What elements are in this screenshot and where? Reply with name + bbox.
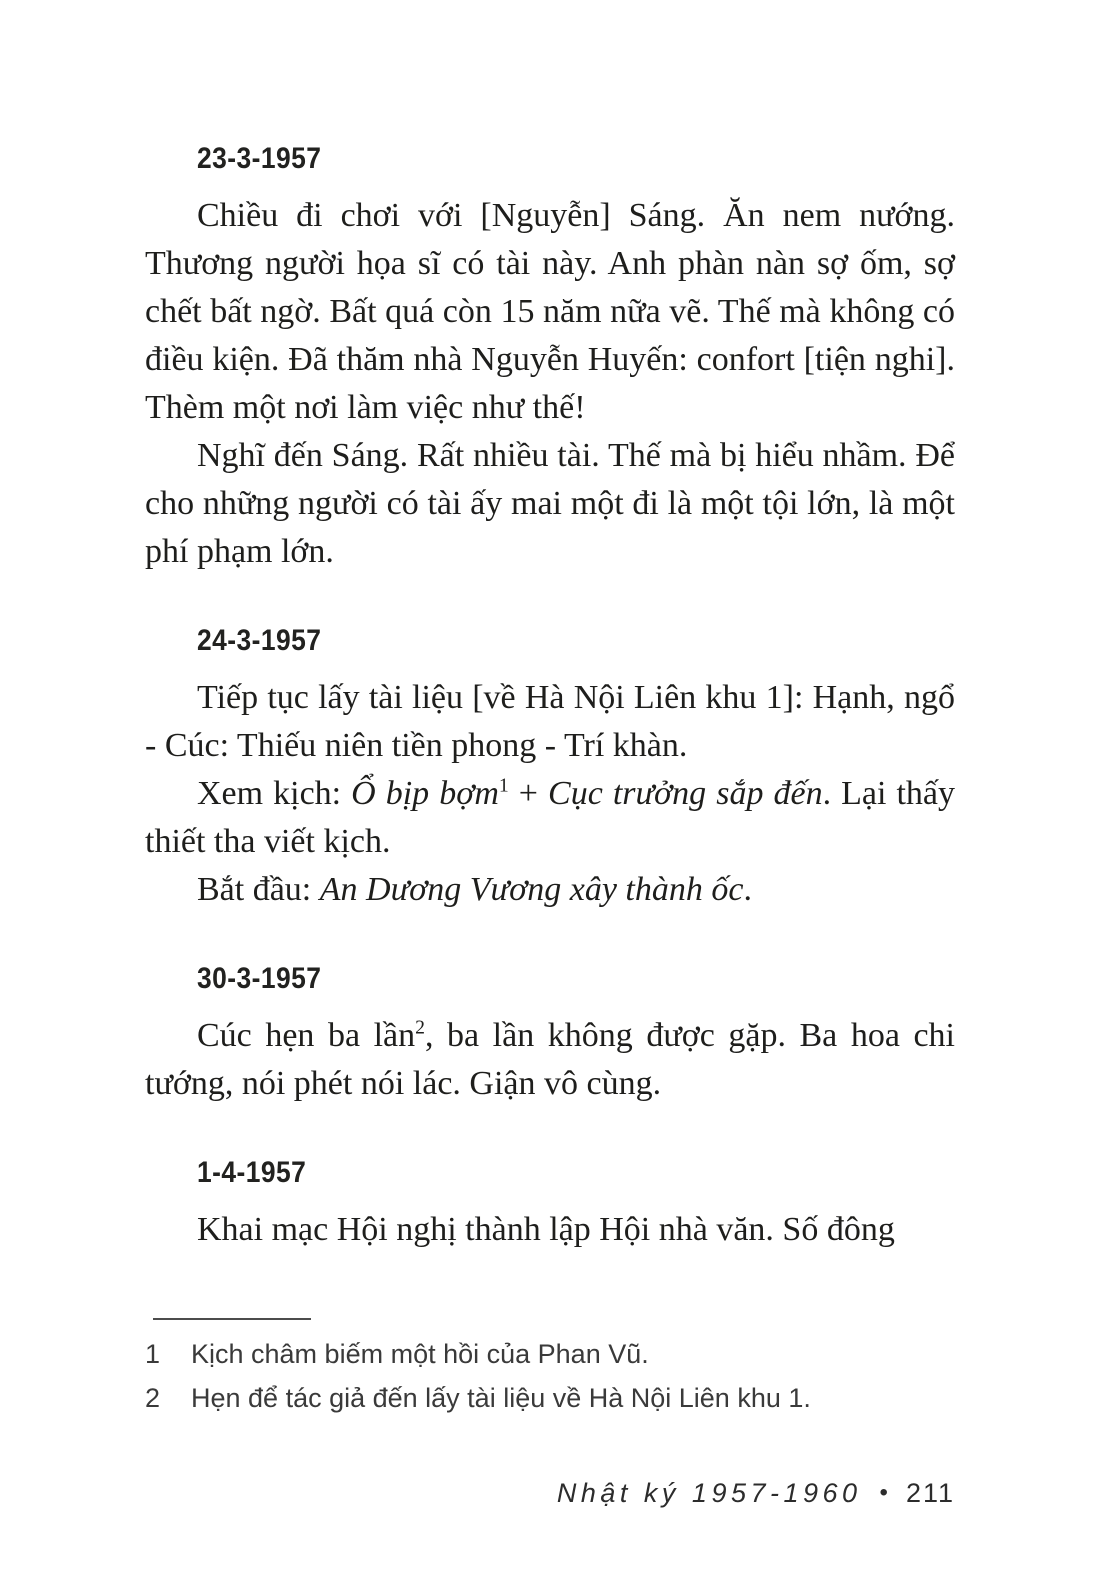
work-title-italic: Cục trưởng sắp đến	[548, 775, 823, 812]
footnote-divider	[153, 1318, 311, 1320]
paragraph-text: Chiều đi chơi với [Nguyễn] Sáng. Ăn nem nướng. Thương người họa sĩ có tài này. Anh phàn nàn sợ ốm, sợ chết bất ngờ. Bất quá còn 15 năm nữa vẽ. Thế mà không có điều kiện. Đã thăm nhà Nguyễn Huyến: confort [tiện nghi]. Thèm một nơi làm việc như thế!	[145, 197, 955, 426]
entry-date-heading: 30-3-1957	[197, 962, 322, 995]
page-footer	[557, 1478, 955, 1509]
paragraph-text: , ba lần không được gặp. Ba hoa chi tướng, nói phét nói lác. Giận vô cùng.	[145, 1017, 955, 1102]
work-title-italic: Ổ bịp bợm	[351, 775, 499, 812]
diary-entry	[145, 1154, 955, 1254]
footnote-marker: 2	[145, 1383, 161, 1413]
paragraph-text: . Lại thấy thiết tha viết kịch.	[145, 775, 955, 860]
paragraph-text: Nghĩ đến Sáng. Rất nhiều tài. Thế mà bị hiểu nhầm. Để cho những người có tài ấy mai một đi là một tội lớn, là một phí phạm lớn.	[145, 437, 955, 570]
entry-paragraph	[145, 192, 955, 432]
entry-paragraph	[145, 1012, 955, 1108]
entry-paragraph	[145, 674, 955, 770]
footer-page-number: 211	[905, 1478, 955, 1508]
footnote-text: Kịch châm biếm một hồi của Phan Vũ.	[191, 1339, 649, 1369]
paragraph-text: +	[508, 775, 549, 812]
paragraph-text: Cúc hẹn ba lần	[197, 1017, 416, 1054]
footnote-marker: 1	[145, 1339, 161, 1369]
footnote-list	[145, 1332, 965, 1420]
diary-entry	[145, 140, 955, 576]
footnote-reference: 1	[498, 774, 509, 797]
paragraph-text: Tiếp tục lấy tài liệu [về Hà Nội Liên khu 1]: Hạnh, ngổ - Cúc: Thiếu niên tiền phong - Trí khàn.	[145, 679, 955, 764]
paragraph-text: Khai mạc Hội nghị thành lập Hội nhà văn. Số đông	[197, 1211, 895, 1248]
paragraph-text: .	[743, 871, 752, 908]
diary-entry	[145, 622, 955, 914]
entry-date-heading: 24-3-1957	[197, 624, 322, 657]
entry-date-heading: 1-4-1957	[197, 1156, 307, 1189]
footnote-reference: 2	[415, 1016, 425, 1039]
diary-entry	[145, 960, 955, 1108]
paragraph-text: Xem kịch:	[197, 775, 352, 812]
entry-paragraph	[145, 770, 955, 866]
footer-separator-dot: •	[879, 1479, 888, 1506]
footer-book-title: Nhật ký 1957-1960	[556, 1478, 862, 1508]
entry-paragraph	[145, 432, 955, 576]
paragraph-text: Bắt đầu:	[197, 871, 320, 908]
entry-date-heading: 23-3-1957	[197, 142, 322, 175]
page-content	[145, 140, 955, 1254]
footnote-item	[145, 1332, 965, 1376]
entry-paragraph	[145, 1206, 955, 1254]
footnote-item	[145, 1376, 965, 1420]
footnotes-section	[145, 1318, 965, 1420]
work-title-italic: An Dương Vương xây thành ốc	[319, 871, 744, 908]
entry-paragraph	[145, 866, 955, 914]
footnote-text: Hẹn để tác giả đến lấy tài liệu về Hà Nội Liên khu 1.	[191, 1383, 811, 1413]
